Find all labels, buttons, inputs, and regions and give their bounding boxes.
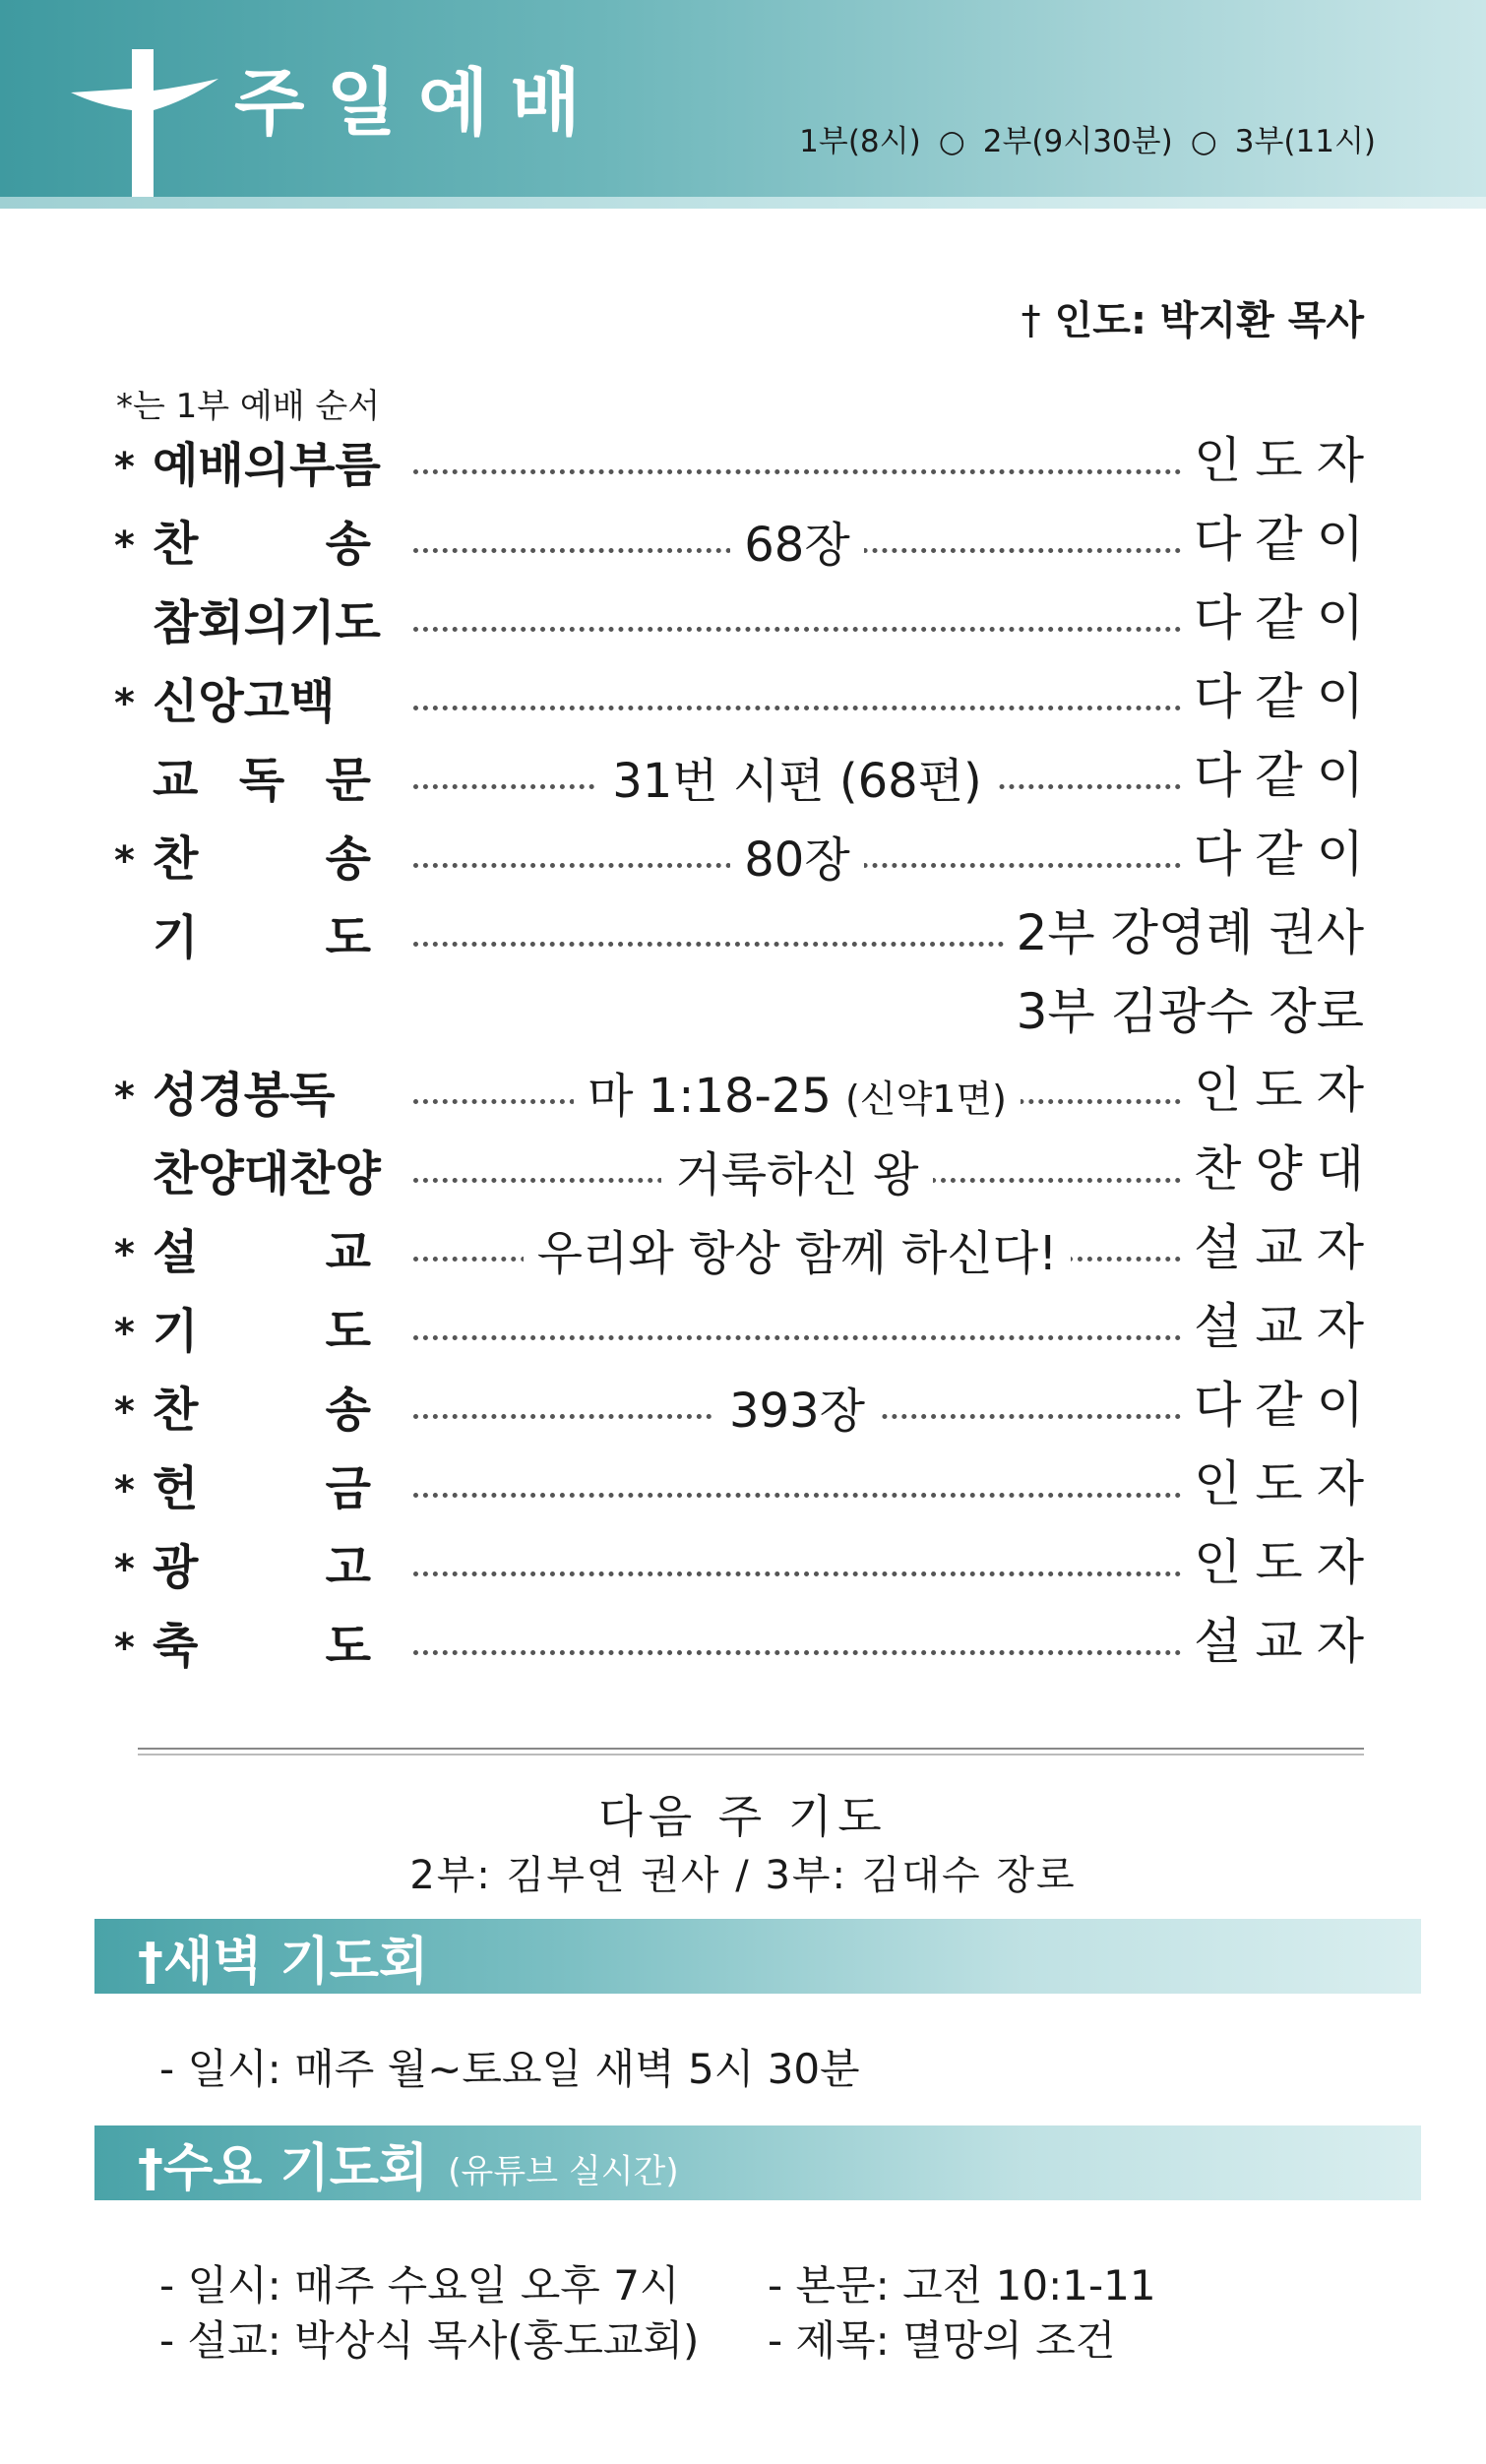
order-item-name bbox=[153, 588, 381, 650]
order-row bbox=[0, 738, 1486, 817]
order-item-name-part: 송 bbox=[325, 516, 371, 572]
order-item-name bbox=[153, 667, 371, 729]
page-title: 주일예배 bbox=[234, 61, 602, 146]
dotted-leader bbox=[413, 469, 1181, 474]
first-service-marker: * bbox=[114, 1311, 135, 1356]
order-item-name bbox=[153, 1454, 371, 1516]
order-item-name-part: 찬양대찬양 bbox=[153, 1145, 381, 1201]
order-item-detail-wrap bbox=[730, 518, 863, 573]
dagger-icon: † bbox=[1021, 298, 1041, 343]
order-item-name-part: 문 bbox=[325, 752, 371, 808]
order-item-name bbox=[153, 1061, 371, 1123]
order-item-person: 다같이 bbox=[1194, 668, 1378, 725]
order-row bbox=[0, 1368, 1486, 1447]
service-time-2: 2부(9시30분) bbox=[982, 124, 1173, 159]
order-item-detail bbox=[413, 1067, 1181, 1129]
dotted-leader bbox=[413, 1650, 1181, 1655]
order-item-detail-text: 우리와 항상 함께 하신다! bbox=[536, 1226, 1058, 1281]
order-item-name bbox=[153, 1218, 371, 1280]
order-row bbox=[0, 659, 1486, 738]
order-item-name bbox=[153, 746, 371, 808]
dotted-leader bbox=[413, 627, 1181, 632]
dawn-prayer-title: †새벽 기도회 bbox=[138, 1932, 429, 1992]
order-item-person: 설교자 bbox=[1194, 1613, 1378, 1670]
order-item-person: 다같이 bbox=[1194, 1377, 1378, 1434]
next-week-title: 다음 주 기도 bbox=[598, 1790, 888, 1843]
order-item-detail-wrap bbox=[524, 1226, 1072, 1281]
order-item-name-part: 도 bbox=[325, 1618, 371, 1674]
order-item-name bbox=[153, 510, 371, 572]
order-item-detail-text: 393장 bbox=[729, 1384, 865, 1439]
order-item-detail-wrap bbox=[730, 832, 863, 888]
service-times bbox=[799, 116, 1376, 160]
order-item-detail bbox=[413, 516, 1181, 575]
order-row bbox=[0, 1604, 1486, 1683]
order-item-detail-text: 80장 bbox=[744, 832, 850, 888]
order-item-detail-note: (신약1면) bbox=[844, 1078, 1007, 1121]
order-row bbox=[0, 1210, 1486, 1289]
order-item-detail bbox=[413, 1382, 1181, 1441]
first-service-marker: * bbox=[114, 524, 135, 569]
order-item-name bbox=[153, 1376, 371, 1438]
worship-leader bbox=[1022, 289, 1364, 345]
order-item-person: 설교자 bbox=[1194, 1219, 1378, 1276]
order-row bbox=[0, 974, 1486, 1053]
order-item-name-part: 교 bbox=[325, 1224, 371, 1280]
order-item-name bbox=[153, 1297, 371, 1359]
order-item-detail-text: 마 1:18-25 bbox=[588, 1069, 832, 1124]
order-item-detail bbox=[413, 1145, 1181, 1204]
order-item-detail-wrap bbox=[661, 1147, 932, 1202]
order-item-name bbox=[153, 825, 371, 887]
order-row bbox=[0, 581, 1486, 659]
order-note: *는 1부 예배 순서 bbox=[116, 387, 381, 426]
wednesday-scripture: - 본문: 고전 10:1-11 bbox=[768, 2261, 1156, 2310]
order-item-name-part: 설 bbox=[153, 1224, 199, 1280]
next-week-prayers: 2부: 김부연 권사 / 3부: 김대수 장로 bbox=[409, 1853, 1077, 1898]
wednesday-schedule: - 일시: 매주 수요일 오후 7시 bbox=[159, 2261, 680, 2310]
first-service-marker: * bbox=[114, 681, 135, 726]
order-item-name-part: 기 bbox=[153, 909, 199, 965]
order-item-person: 찬양대 bbox=[1194, 1140, 1378, 1198]
first-service-marker: * bbox=[114, 1075, 135, 1120]
wednesday-sermon-title: - 제목: 멸망의 조건 bbox=[768, 2316, 1116, 2365]
dotted-leader bbox=[413, 1493, 1181, 1498]
order-item-name-part: 독 bbox=[238, 752, 285, 808]
separator: ○ bbox=[1190, 124, 1217, 159]
order-item-detail-wrap bbox=[715, 1384, 879, 1439]
separator: ○ bbox=[938, 124, 965, 159]
first-service-marker: * bbox=[114, 1626, 135, 1671]
order-item-name-part: 찬 bbox=[153, 516, 199, 572]
order-row bbox=[0, 895, 1486, 974]
order-item-person: 인도자 bbox=[1194, 1062, 1378, 1119]
cross-icon bbox=[71, 49, 218, 207]
dotted-leader bbox=[413, 706, 1181, 710]
dotted-leader bbox=[413, 1571, 1181, 1576]
dotted-leader bbox=[413, 942, 1004, 947]
order-item-person: 인도자 bbox=[1194, 1455, 1378, 1512]
order-item-name-part: 광 bbox=[153, 1539, 199, 1595]
order-item-name bbox=[153, 431, 381, 493]
order-row bbox=[0, 1132, 1486, 1210]
first-service-marker: * bbox=[114, 1468, 135, 1513]
header-banner bbox=[0, 0, 1486, 197]
order-row bbox=[0, 1525, 1486, 1604]
order-item-name-part: 도 bbox=[325, 1303, 371, 1359]
order-item-name-part: 송 bbox=[325, 831, 371, 887]
order-item-detail-text: 31번 시편 (68편) bbox=[612, 754, 982, 809]
order-item-person: 인도자 bbox=[1194, 432, 1378, 489]
order-item-name bbox=[153, 1140, 381, 1201]
first-service-marker: * bbox=[114, 1232, 135, 1277]
wednesday-preacher: - 설교: 박상식 목사(홍도교회) bbox=[159, 2316, 700, 2365]
order-item-person: 3부 김광수 장로 bbox=[1016, 983, 1364, 1040]
order-item-name-part: 금 bbox=[325, 1460, 371, 1516]
order-item-name-part: 예배의부름 bbox=[153, 437, 381, 493]
order-row bbox=[0, 817, 1486, 895]
header-stripe bbox=[0, 197, 1486, 209]
order-item-name-part: 성경봉독 bbox=[153, 1067, 336, 1123]
wednesday-prayer-header bbox=[94, 2125, 1421, 2200]
order-row bbox=[0, 423, 1486, 502]
order-item-person: 다같이 bbox=[1194, 589, 1378, 647]
order-item-name-part: 송 bbox=[325, 1382, 371, 1438]
service-time-1: 1부(8시) bbox=[799, 124, 921, 159]
order-item-name bbox=[153, 1612, 371, 1674]
order-item-name-part: 헌 bbox=[153, 1460, 199, 1516]
wednesday-prayer-subtitle: (유튜브 실시간) bbox=[448, 2151, 679, 2191]
order-item-name-part: 찬 bbox=[153, 1382, 199, 1438]
leader-text: 인도: 박지환 목사 bbox=[1054, 298, 1364, 343]
order-item-person: 다같이 bbox=[1194, 747, 1378, 804]
order-item-name-part: 도 bbox=[325, 909, 371, 965]
order-item-name-part: 교 bbox=[153, 752, 199, 808]
order-row bbox=[0, 1053, 1486, 1132]
order-item-person: 다같이 bbox=[1194, 826, 1378, 883]
first-service-marker: * bbox=[114, 1547, 135, 1592]
order-item-detail bbox=[413, 752, 1181, 811]
order-item-person: 2부 강영례 권사 bbox=[1016, 904, 1364, 961]
order-item-name bbox=[153, 903, 371, 965]
order-item-name-part: 참회의기도 bbox=[153, 594, 381, 650]
order-row bbox=[0, 502, 1486, 581]
order-row bbox=[0, 1447, 1486, 1525]
order-item-name-part: 기 bbox=[153, 1303, 199, 1359]
order-item-person: 인도자 bbox=[1194, 1534, 1378, 1591]
order-item-name-part: 찬 bbox=[153, 831, 199, 887]
first-service-marker: * bbox=[114, 445, 135, 490]
order-of-worship bbox=[0, 423, 1486, 1683]
order-item-name-part: 고 bbox=[325, 1539, 371, 1595]
order-item-detail-wrap bbox=[574, 1069, 1021, 1124]
order-row bbox=[0, 1289, 1486, 1368]
first-service-marker: * bbox=[114, 838, 135, 884]
order-item-detail bbox=[413, 831, 1181, 890]
order-item-name-part: 신앙고백 bbox=[153, 673, 336, 729]
order-item-detail-wrap bbox=[598, 754, 996, 809]
first-service-marker: * bbox=[114, 1389, 135, 1435]
order-item-person: 설교자 bbox=[1194, 1298, 1378, 1355]
divider bbox=[138, 1748, 1364, 1756]
order-item-detail-text: 거룩하신 왕 bbox=[675, 1147, 919, 1202]
order-item-name-part: 축 bbox=[153, 1618, 199, 1674]
wednesday-prayer-title: †수요 기도회 bbox=[138, 2138, 429, 2198]
order-item-name bbox=[153, 1533, 371, 1595]
dotted-leader bbox=[413, 1335, 1181, 1340]
dawn-schedule: - 일시: 매주 월~토요일 새벽 5시 30분 bbox=[159, 2045, 860, 2093]
order-item-detail-text: 68장 bbox=[744, 518, 850, 573]
order-item-detail bbox=[413, 1224, 1181, 1283]
dawn-prayer-header bbox=[94, 1919, 1421, 1994]
order-item-person: 다같이 bbox=[1194, 511, 1378, 568]
service-time-3: 3부(11시) bbox=[1234, 124, 1376, 159]
